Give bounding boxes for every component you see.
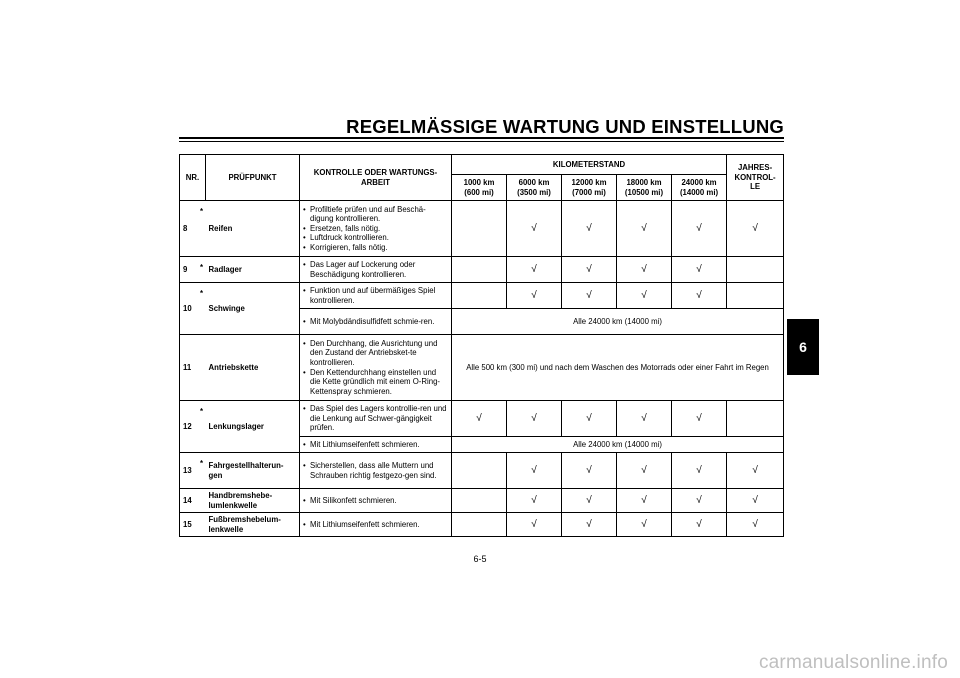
check-mark: √	[507, 453, 562, 489]
special-mark: *	[198, 453, 206, 489]
check-mark	[727, 401, 784, 437]
check-mark: √	[617, 453, 672, 489]
table-row	[180, 513, 784, 537]
header-item: PRÜFPUNKT	[206, 155, 300, 201]
row-tasks	[300, 201, 452, 257]
check-mark	[452, 453, 507, 489]
title-rule	[179, 137, 784, 139]
task-item: • Den Kettendurchhang einstellen und die Kette gründlich mit einem O-Ring-Kettenspray schmieren.	[303, 368, 448, 397]
row-tasks	[300, 335, 452, 401]
check-mark: √	[617, 513, 672, 537]
check-mark: √	[507, 201, 562, 257]
table-row	[180, 401, 784, 437]
row-tasks	[300, 257, 452, 283]
check-mark: √	[727, 513, 784, 537]
check-mark: √	[562, 489, 617, 513]
row-number: 14	[180, 489, 198, 513]
check-mark: √	[727, 201, 784, 257]
check-mark: √	[672, 453, 727, 489]
header-interval: 6000 km (3500 mi)	[507, 175, 562, 201]
row-tasks	[300, 309, 452, 335]
header-annual: JAHRES-KONTROL-LE	[727, 155, 784, 201]
check-mark: √	[562, 453, 617, 489]
check-mark: √	[507, 283, 562, 309]
row-item: Radlager	[206, 257, 300, 283]
check-mark: √	[507, 513, 562, 537]
special-mark: *	[198, 401, 206, 453]
row-number: 13	[180, 453, 198, 489]
header-nr: NR.	[180, 155, 206, 201]
table-row	[180, 283, 784, 309]
row-item: Fahrgestellhalterun-gen	[206, 453, 300, 489]
special-mark: *	[198, 283, 206, 335]
check-mark: √	[562, 513, 617, 537]
row-number: 10	[180, 283, 198, 335]
special-mark: *	[198, 257, 206, 283]
check-mark: √	[672, 257, 727, 283]
row-item: Schwinge	[206, 283, 300, 335]
watermark: carmanualsonline.info	[758, 652, 948, 673]
check-mark: √	[617, 489, 672, 513]
check-mark: √	[727, 453, 784, 489]
task-item: • Das Spiel des Lagers kontrollie-ren und die Lenkung auf Schwer-gängigkeit prüfen.	[303, 404, 448, 433]
task-item: • Korrigieren, falls nötig.	[303, 243, 448, 253]
header-check: KONTROLLE ODER WARTUNGS-ARBEIT	[300, 155, 452, 201]
task-item: • Funktion und auf übermäßiges Spiel kontrollieren.	[303, 286, 448, 305]
task-item: • Ersetzen, falls nötig.	[303, 224, 448, 234]
row-number: 8	[180, 201, 198, 257]
check-mark: √	[507, 401, 562, 437]
header-odometer: KILOMETERSTAND	[452, 155, 727, 175]
task-item: • Mit Lithiumseifenfett schmieren.	[303, 440, 448, 450]
row-tasks	[300, 513, 452, 537]
check-mark: √	[672, 489, 727, 513]
task-item: • Mit Molybdändisulfidfett schmie-ren.	[303, 317, 448, 327]
check-mark: √	[562, 201, 617, 257]
check-mark: √	[672, 283, 727, 309]
task-item: • Profiltiefe prüfen und auf Beschä-digung kontrollieren.	[303, 205, 448, 224]
check-mark: √	[617, 257, 672, 283]
check-mark: √	[672, 401, 727, 437]
row-item: Fußbremshebelum-lenkwelle	[206, 513, 300, 537]
header-interval: 24000 km (14000 mi)	[672, 175, 727, 201]
interval-text: Alle 24000 km (14000 mi)	[452, 309, 784, 335]
check-mark	[452, 283, 507, 309]
page-title: REGELMÄSSIGE WARTUNG UND EINSTELLUNG	[346, 116, 784, 137]
check-mark: √	[672, 513, 727, 537]
page-number: 6-5	[473, 554, 487, 564]
check-mark	[452, 513, 507, 537]
header-interval: 18000 km (10500 mi)	[617, 175, 672, 201]
row-item: Handbremshebe-lumlenkwelle	[206, 489, 300, 513]
row-tasks	[300, 489, 452, 513]
special-mark	[198, 489, 206, 513]
row-item: Antriebskette	[206, 335, 300, 401]
check-mark: √	[672, 201, 727, 257]
special-mark	[198, 335, 206, 401]
table-row	[180, 335, 784, 401]
row-item: Lenkungslager	[206, 401, 300, 453]
row-number: 12	[180, 401, 198, 453]
task-item: • Mit Silikonfett schmieren.	[303, 496, 448, 506]
title-rule-thin	[179, 141, 784, 142]
task-item: • Das Lager auf Lockerung oder Beschädigung kontrollieren.	[303, 260, 448, 279]
task-item: • Den Durchhang, die Ausrichtung und den Zustand der Antriebsket-te kontrollieren.	[303, 339, 448, 368]
task-item: • Luftdruck kontrollieren.	[303, 233, 448, 243]
row-tasks	[300, 453, 452, 489]
row-number: 11	[180, 335, 198, 401]
interval-text: Alle 24000 km (14000 mi)	[452, 437, 784, 453]
row-item: Reifen	[206, 201, 300, 257]
check-mark: √	[617, 201, 672, 257]
check-mark	[452, 489, 507, 513]
check-mark: √	[452, 401, 507, 437]
interval-text: Alle 500 km (300 mi) und nach dem Waschen des Motorrads oder einer Fahrt im Regen	[452, 335, 784, 401]
row-tasks	[300, 437, 452, 453]
chapter-tab: 6	[787, 319, 819, 375]
special-mark: *	[198, 201, 206, 257]
table-row	[180, 489, 784, 513]
row-tasks	[300, 283, 452, 309]
row-number: 9	[180, 257, 198, 283]
check-mark: √	[507, 257, 562, 283]
check-mark: √	[562, 257, 617, 283]
check-mark	[727, 283, 784, 309]
header-interval: 12000 km (7000 mi)	[562, 175, 617, 201]
check-mark	[727, 257, 784, 283]
check-mark: √	[507, 489, 562, 513]
special-mark	[198, 513, 206, 537]
check-mark	[452, 257, 507, 283]
check-mark: √	[562, 401, 617, 437]
task-item: • Sicherstellen, dass alle Muttern und Schrauben richtig festgezo-gen sind.	[303, 461, 448, 480]
check-mark: √	[617, 283, 672, 309]
table-row	[180, 453, 784, 489]
maintenance-table	[179, 154, 784, 537]
header-interval: 1000 km (600 mi)	[452, 175, 507, 201]
check-mark	[452, 201, 507, 257]
row-number: 15	[180, 513, 198, 537]
table-row	[180, 201, 784, 257]
check-mark: √	[727, 489, 784, 513]
check-mark: √	[562, 283, 617, 309]
table-row	[180, 257, 784, 283]
task-item: • Mit Lithiumseifenfett schmieren.	[303, 520, 448, 530]
check-mark: √	[617, 401, 672, 437]
row-tasks	[300, 401, 452, 437]
